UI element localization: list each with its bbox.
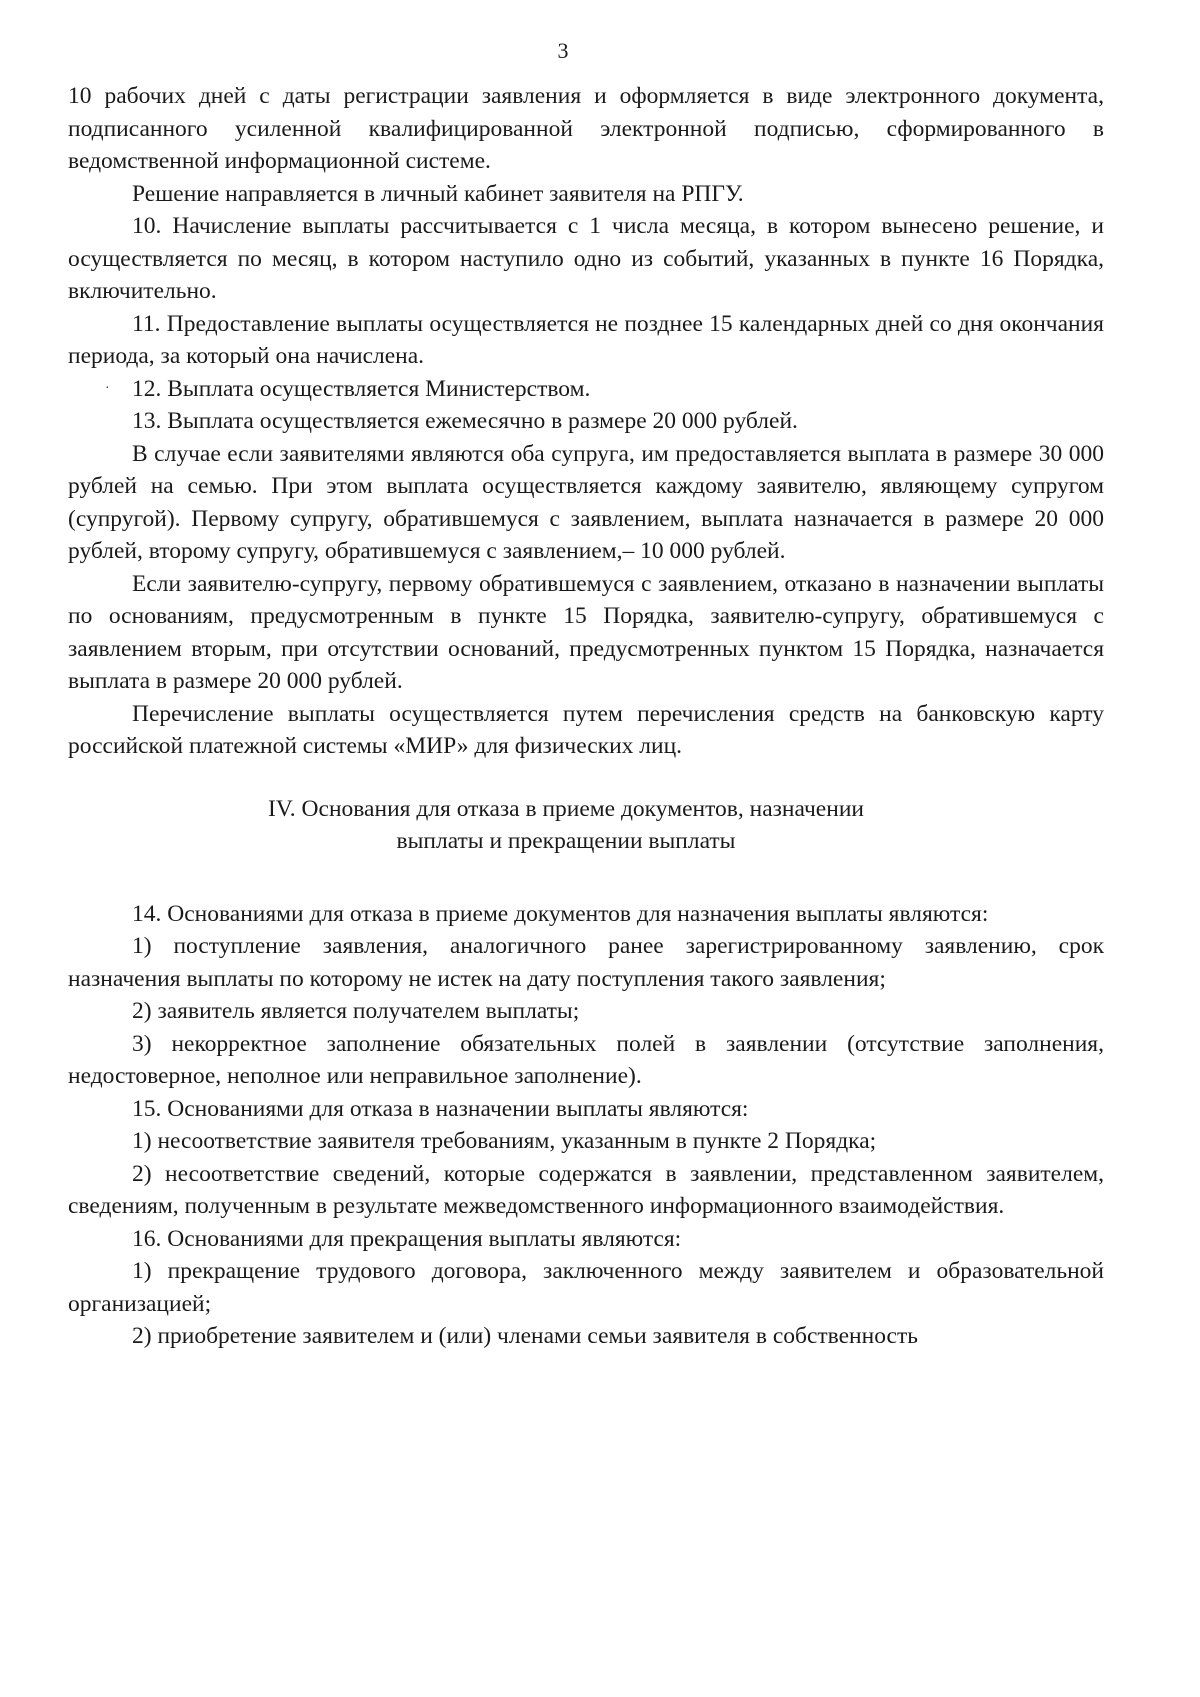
paragraph-item-16-2: 2) приобретение заявителем и (или) членами семьи заявителя в собственность [132,1323,918,1349]
paragraph-item-14: 14. Основаниями для отказа в приеме документов для назначения выплаты являются: [132,900,989,927]
paragraph-spouse-refusal: Если заявителю-супругу, первому обратившемуся с заявлением, отказано в назначении выплаты по основаниям, предусмотренным в пункте 15 Порядка, заявителю-супругу, обратившемуся с заявлением вторым, при отсутствии оснований, предусмотренных пунктом 15 Порядка, назначается выплата в размере 20 000 рублей. [68,570,1104,694]
paragraph-item-14-2: 2) заявитель является получателем выплаты; [132,998,580,1024]
paragraph-item-10: 10. Начисление выплаты рассчитывается с 1 числа месяца, в котором вынесено решение, и осуществляется по месяц, в котором наступило одно из событий, указанных в пункте 16 Порядка, включительно. [68,213,1104,304]
paragraph-item-13: 13. Выплата осуществляется ежемесячно в размере 20 000 рублей. [132,408,798,434]
paragraph-item-15: 15. Основаниями для отказа в назначении выплаты являются: [132,1095,749,1122]
document-body [68,80,1104,1353]
section-heading-line-1: IV. Основания для отказа в приеме документов, назначении [268,795,864,822]
paragraph-item-15-2: 2) несоответствие сведений, которые содержатся в заявлении, представленном заявителем, сведениям, полученным в результате межведомственного информационного взаимодействия. [68,1160,1104,1219]
paragraph-item-14-1: 1) поступление заявления, аналогичного ранее зарегистрированному заявлению, срок назначения выплаты по которому не истек на дату поступления такого заявления; [68,933,1104,992]
paragraph-spouses: В случае если заявителями являются оба супруга, им предоставляется выплата в размере 30 000 рублей на семью. При этом выплата осуществляется каждому заявителю, являющему супругом (супругой). Первому супругу, обратившемуся с заявлением, выплата назначается в размере 20 000 рублей, второму супругу, обратившемуся с заявлением,– 10 000 рублей. [68,440,1104,564]
section-heading-line-2: выплаты и прекращении выплаты [396,828,736,854]
paragraph-item-15-1: 1) несоответствие заявителя требованиям, указанным в пункте 2 Порядка; [132,1128,877,1154]
paragraph-item-14-3: 3) некорректное заполнение обязательных полей в заявлении (отсутствие заполнения, недостоверное, неполное или неправильное заполнение). [68,1030,1104,1089]
paragraph-item-12: 12. Выплата осуществляется Министерством. [132,375,591,402]
paragraph-transfer: Перечисление выплаты осуществляется путем перечисления средств на банковскую карту российской платежной системы «МИР» для физических лиц. [68,700,1104,759]
paragraph-item-11: 11. Предоставление выплаты осуществляется не позднее 15 календарных дней со дня окончания периода, за который она начислена. [68,310,1104,369]
paragraph-item-16-1: 1) прекращение трудового договора, заключенного между заявителем и образовательной организацией; [68,1258,1104,1317]
paragraph-continuation: 10 рабочих дней с даты регистрации заявления и оформляется в виде электронного документа, подписанного усиленной квалифицированной электронной подписью, сформированного в ведомственной информационной системе. [68,83,1104,174]
scan-artifact-mark: · [105,381,110,396]
paragraph-decision-rpgu: Решение направляется в личный кабинет заявителя на РПГУ. [132,180,744,207]
page-number: 3 [557,38,569,63]
section-heading [68,793,1104,858]
paragraph-item-16: 16. Основаниями для прекращения выплаты являются: [132,1225,682,1252]
